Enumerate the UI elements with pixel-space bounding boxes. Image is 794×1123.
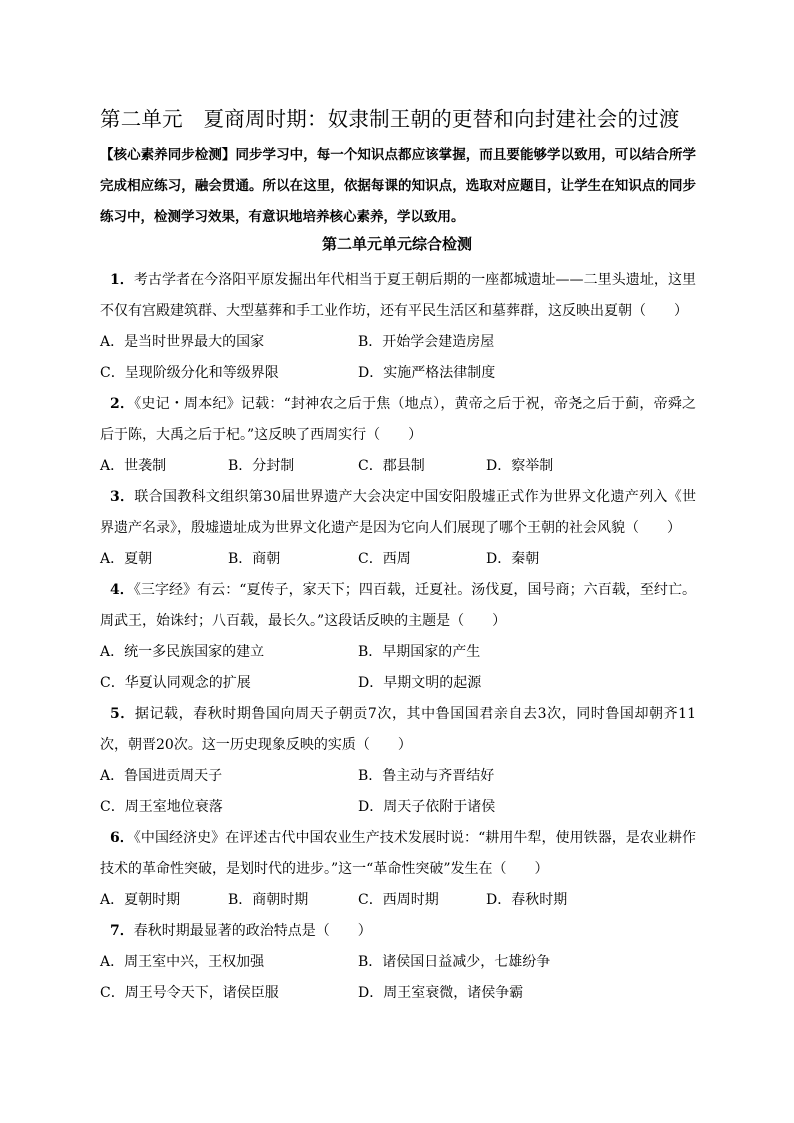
question-text: 《三字经》有云：“夏传子，家天下；四百载，迁夏社。汤伐夏，国号商；六百载，至纣亡。周武王，始诛纣；八百载，最长久。”这段话反映的主题是（ ） [100, 582, 696, 629]
answer-option: A．统一多民族国家的建立 [100, 644, 265, 660]
question-number: 6． [110, 830, 134, 846]
question-stem [100, 482, 696, 544]
option-row [100, 451, 696, 482]
answer-option: C．呈现阶级分化和等级界限 [100, 365, 279, 381]
question-number: 2． [110, 396, 135, 412]
option-row [100, 544, 696, 575]
question-6 [100, 823, 696, 916]
section-title: 第二单元单元综合检测 [321, 235, 472, 253]
answer-option: A．鲁国进贡周天子 [100, 768, 223, 784]
question-number: 1． [110, 272, 134, 288]
question-2 [100, 389, 696, 482]
question-text: 考古学者在今洛阳平原发掘出年代相当于夏王朝后期的一座都城遗址——二里头遗址，这里不仅有宫殿建筑群、大型墓葬和手工业作坊，还有平民生活区和墓葬群，这反映出夏朝（ ） [100, 272, 696, 319]
answer-option: D．秦朝 [486, 551, 540, 567]
option-row [100, 637, 696, 668]
answer-option: A．周王室中兴，王权加强 [100, 954, 265, 970]
answer-option: B．早期国家的产生 [358, 644, 481, 660]
option-row [100, 792, 696, 823]
question-text: 据记载，春秋时期鲁国向周天子朝贡7次，其中鲁国国君亲自去3次，同时鲁国却朝齐11次，朝晋20次。这一历史现象反映的实质（ ） [100, 706, 696, 753]
answer-option: A．是当时世界最大的国家 [100, 334, 265, 350]
answer-option: D．察举制 [486, 458, 554, 474]
answer-option: A．夏朝 [100, 551, 153, 567]
question-number: 3． [110, 489, 135, 505]
question-number: 7． [110, 923, 134, 939]
question-stem [100, 265, 696, 327]
question-stem [100, 389, 696, 451]
answer-option: C．华夏认同观念的扩展 [100, 675, 251, 691]
question-stem [100, 699, 696, 761]
question-4 [100, 575, 696, 699]
answer-option: C．西周时期 [358, 892, 439, 908]
answer-option: D．周天子依附于诸侯 [358, 799, 496, 815]
question-text: 联合国教科文组织第30届世界遗产大会决定中国安阳殷墟正式作为世界文化遗产列入《世界遗产名录》，殷墟遗址成为世界文化遗产是因为它向人们展现了哪个王朝的社会风貌（ ） [100, 489, 697, 536]
answer-option: C．周王室地位衰落 [100, 799, 223, 815]
option-row [100, 358, 696, 389]
option-row [100, 947, 696, 978]
answer-option: C．周王号令天下，诸侯臣服 [100, 985, 279, 1001]
answer-option: B．诸侯国日益减少，七雄纷争 [358, 954, 551, 970]
question-number: 4． [110, 582, 134, 598]
answer-option: A．世袭制 [100, 458, 167, 474]
answer-option: B．分封制 [228, 458, 295, 474]
answer-option: C．郡县制 [358, 458, 425, 474]
answer-option: A．夏朝时期 [100, 892, 181, 908]
option-row [100, 885, 696, 916]
question-stem [100, 823, 696, 885]
answer-option: C．西周 [358, 551, 411, 567]
answer-option: D．早期文明的起源 [358, 675, 482, 691]
option-row [100, 761, 696, 792]
answer-option: D．实施严格法律制度 [358, 365, 496, 381]
question-5 [100, 699, 696, 823]
answer-option: D．春秋时期 [486, 892, 568, 908]
question-text: 《中国经济史》在评述古代中国农业生产技术发展时说：“耕用牛犁，使用铁器，是农业耕作技术的革命性突破，是划时代的进步。”这一“革命性突破”发生在（ ） [100, 830, 696, 877]
answer-option: D．周王室衰微，诸侯争霸 [358, 985, 524, 1001]
question-text: 春秋时期最显著的政治特点是（ ） [133, 923, 372, 939]
answer-option: B．鲁主动与齐晋结好 [358, 768, 495, 784]
question-stem [100, 916, 696, 947]
question-text: 《史记・周本纪》记载：“封神农之后于焦（地点），黄帝之后于祝，帝尧之后于蓟，帝舜之后于陈，大禹之后于杞。”这反映了西周实行（ ） [100, 396, 697, 443]
option-row [100, 668, 696, 699]
intro-paragraph: 【核心素养同步检测】同步学习中，每一个知识点都应该掌握，而且要能够学以致用，可以结合所学完成相应练习，融会贯通。所以在这里，依据每课的知识点，选取对应题目，让学生在知识点的同步练习中，检测学习效果，有意识地培养核心素养，学以致用。 [100, 147, 696, 225]
option-row [100, 978, 696, 1009]
answer-option: B．开始学会建造房屋 [358, 334, 495, 350]
option-row [100, 327, 696, 358]
answer-option: B．商朝时期 [228, 892, 309, 908]
question-7 [100, 916, 696, 1009]
question-number: 5． [110, 706, 135, 722]
question-stem [100, 575, 696, 637]
question-list [100, 265, 696, 1009]
question-3 [100, 482, 696, 575]
question-1 [100, 265, 696, 389]
answer-option: B．商朝 [228, 551, 281, 567]
page-title: 第二单元 夏商周时期：奴隶制王朝的更替和向封建社会的过渡 [100, 107, 680, 131]
